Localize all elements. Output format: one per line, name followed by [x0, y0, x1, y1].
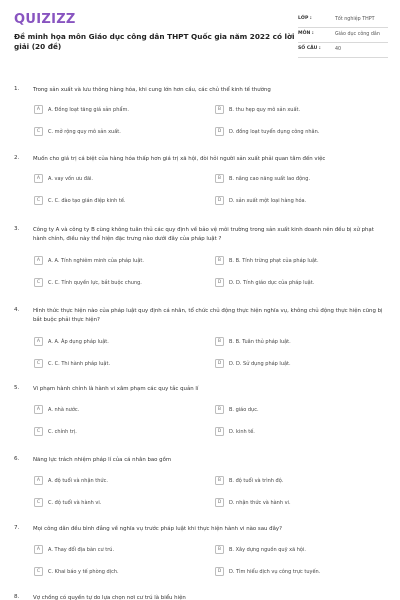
option-letter-b: B [215, 476, 224, 485]
option-d[interactable] [215, 498, 291, 507]
meta-row-subject [298, 28, 388, 43]
option-text: C. C. Thi hành pháp luật. [48, 360, 111, 367]
option-a[interactable] [34, 105, 129, 114]
question-text: Trong sản xuất và lưu thông hàng hóa, khi cung lớn hơn cầu, các chủ thể kinh tế thường [33, 87, 271, 93]
option-d[interactable] [215, 359, 291, 368]
option-text: C. chính trị. [48, 428, 77, 435]
option-a[interactable] [34, 174, 93, 183]
option-letter-d: D [215, 196, 224, 205]
option-letter-b: B [215, 105, 224, 114]
option-text: D. nhận thức và hành vi. [229, 499, 291, 506]
option-c[interactable] [34, 359, 110, 368]
question-text: Vi phạm hành chính là hành vi xâm phạm các quy tắc quản lí [33, 386, 199, 392]
option-text: D. kinh tế. [229, 428, 255, 435]
option-text: C. C. đào tạo gián điệp kinh tế. [48, 197, 126, 204]
option-text: A. Thay đổi địa bàn cư trú. [48, 546, 115, 553]
option-text: C. độ tuổi và hành vi. [48, 499, 102, 506]
option-text: B. nâng cao năng suất lao động. [229, 175, 311, 182]
question-number: 1. [14, 86, 20, 92]
option-letter-c: C [34, 127, 43, 136]
question-text: Hình thức thực hiện nào của pháp luật quy định cá nhân, tổ chức chủ động thực hiện nghĩa vụ, không chủ động thực hiện cũng bị bắt buộc phải thực hiện? [33, 308, 383, 323]
option-letter-c: C [34, 427, 43, 436]
meta-value: Giáo dục công dân [335, 32, 380, 37]
meta-table [298, 13, 388, 58]
question-number: 5. [14, 385, 20, 391]
question-text: Công ty A và công ty B cùng không tuân thủ các quy định về bảo vệ môi trường trong sản xuất kinh doanh nên đều bị xử phạt hành chính, điều này thể hiện đặc trưng nào dưới đây của pháp luật ? [33, 227, 374, 242]
option-c[interactable] [34, 567, 119, 576]
question-number: 2. [14, 155, 20, 161]
option-text: A. A. Tính nghiêm minh của pháp luật. [48, 257, 144, 264]
option-b[interactable] [215, 545, 306, 554]
option-text: A. nhà nước. [48, 406, 80, 413]
option-d[interactable] [215, 196, 306, 205]
option-letter-c: C [34, 567, 43, 576]
meta-label: SỐ CÂU : [298, 46, 321, 51]
option-letter-c: C [34, 498, 43, 507]
option-letter-d: D [215, 278, 224, 287]
question-number: 6. [14, 456, 20, 462]
option-text: C. mở rộng quy mô sản xuất. [48, 128, 121, 135]
option-letter-a: A [34, 405, 43, 414]
meta-label: LỚP : [298, 16, 312, 21]
question-number: 3. [14, 226, 20, 232]
option-c[interactable] [34, 127, 121, 136]
option-text: D. D. Sử dụng pháp luật. [229, 360, 291, 367]
option-text: A. vay vốn ưu đãi. [48, 175, 94, 182]
option-letter-b: B [215, 405, 224, 414]
option-letter-c: C [34, 278, 43, 287]
option-d[interactable] [215, 278, 314, 287]
option-a[interactable] [34, 545, 114, 554]
option-text: D. sản xuất một loại hàng hóa. [229, 197, 307, 204]
option-b[interactable] [215, 405, 259, 414]
option-d[interactable] [215, 567, 320, 576]
worksheet-header [0, 0, 400, 70]
question-number: 4. [14, 307, 20, 313]
quizizz-logo: QUIZIZZ [14, 12, 76, 27]
option-c[interactable] [34, 196, 126, 205]
option-letter-a: A [34, 105, 43, 114]
option-letter-a: A [34, 174, 43, 183]
meta-row-class [298, 13, 388, 28]
option-letter-d: D [215, 127, 224, 136]
option-b[interactable] [215, 476, 283, 485]
option-letter-a: A [34, 476, 43, 485]
option-text: C. Khai báo y tế phòng dịch. [48, 568, 119, 575]
question-text: Mọi công dân đều bình đẳng về nghĩa vụ trước pháp luật khi thực hiện hành vi nào sau đây? [33, 526, 282, 532]
option-c[interactable] [34, 278, 142, 287]
meta-value: 40 [335, 47, 342, 52]
question-text: Vợ chồng có quyền tự do lựa chọn nơi cư trú là biểu hiện [33, 595, 186, 600]
option-text: B. độ tuổi và trình độ. [229, 477, 284, 484]
option-letter-d: D [215, 427, 224, 436]
option-letter-d: D [215, 498, 224, 507]
option-b[interactable] [215, 105, 300, 114]
option-letter-b: B [215, 337, 224, 346]
option-text: B. B. Tính trừng phạt của pháp luật. [229, 257, 319, 264]
option-text: D. D. Tính giáo dục của pháp luật. [229, 279, 315, 286]
question-number: 8. [14, 594, 20, 600]
option-letter-b: B [215, 256, 224, 265]
option-text: D. Tìm hiểu dịch vụ công trực tuyến. [229, 568, 321, 575]
option-letter-d: D [215, 359, 224, 368]
option-text: B. Xây dựng nguồn quỹ xã hội. [229, 546, 306, 553]
document-title: Đề minh họa môn Giáo dục công dân THPT Quốc gia năm 2022 có lời giải (20 đề) [14, 32, 295, 51]
option-text: B. giáo dục. [229, 406, 259, 413]
option-letter-a: A [34, 545, 43, 554]
option-text: C. C. Tính quyền lực, bắt buộc chung. [48, 279, 142, 286]
option-letter-b: B [215, 174, 224, 183]
option-text: B. B. Tuân thủ pháp luật. [229, 338, 291, 345]
option-text: A. độ tuổi và nhận thức. [48, 477, 108, 484]
option-a[interactable] [34, 405, 79, 414]
question-text: Muốn cho giá trị cá biệt của hàng hóa thấp hơn giá trị xã hội, đòi hỏi người sản xuất phải quan tâm đến việc [33, 156, 326, 162]
meta-value: Tốt nghiệp THPT [335, 17, 375, 22]
option-text: A. A. Áp dụng pháp luật. [48, 338, 109, 345]
option-text: A. Đồng loạt tăng giá sản phẩm. [48, 106, 129, 113]
question-number: 7. [14, 525, 20, 531]
option-d[interactable] [215, 127, 319, 136]
option-letter-c: C [34, 359, 43, 368]
option-text: B. thu hẹp quy mô sản xuất. [229, 106, 301, 113]
option-letter-a: A [34, 337, 43, 346]
meta-row-count [298, 43, 388, 58]
option-d[interactable] [215, 427, 255, 436]
option-c[interactable] [34, 427, 77, 436]
option-letter-b: B [215, 545, 224, 554]
option-b[interactable] [215, 174, 310, 183]
question-text: Năng lực trách nhiệm pháp lí của cá nhân bao gồm [33, 457, 172, 463]
option-a[interactable] [34, 476, 108, 485]
option-a[interactable] [34, 337, 109, 346]
option-letter-c: C [34, 196, 43, 205]
option-b[interactable] [215, 256, 319, 265]
meta-label: MÔN : [298, 31, 314, 36]
option-c[interactable] [34, 498, 101, 507]
option-text: D. đồng loạt tuyển dụng công nhân. [229, 128, 320, 135]
option-a[interactable] [34, 256, 144, 265]
option-letter-d: D [215, 567, 224, 576]
option-b[interactable] [215, 337, 291, 346]
option-letter-a: A [34, 256, 43, 265]
